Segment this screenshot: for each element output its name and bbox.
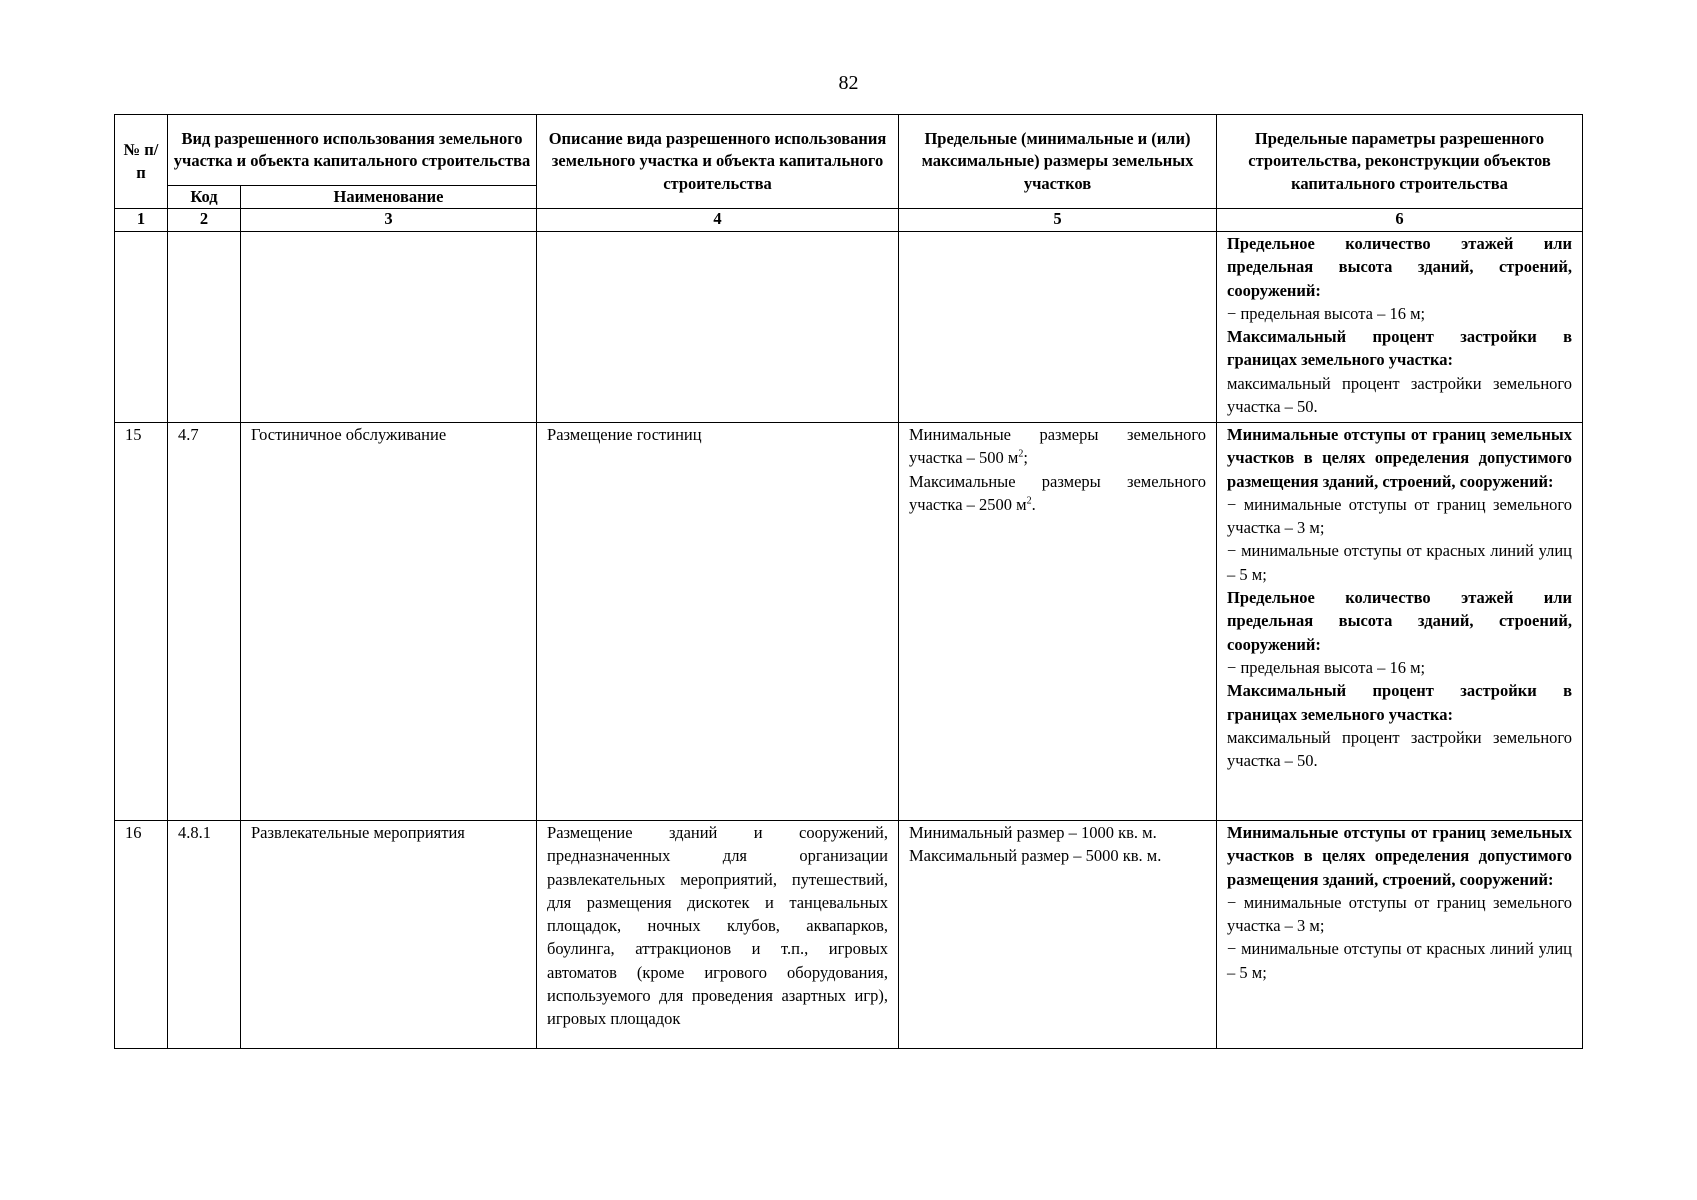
row-number: 16	[115, 821, 168, 1049]
row-code: 4.8.1	[168, 821, 241, 1049]
header-code: Код	[168, 186, 241, 209]
param-value: − минимальные отступы от границ земельного участка – 3 м;	[1227, 494, 1573, 538]
row-sizes	[899, 232, 1217, 423]
row-description: Размещение зданий и сооружений, предназначенных для организации развлекательных мероприятий, путешествий, для размещения дискотек и танцевальных площадок, ночных клубов, аквапарков, боулинга, аттракционов и т.п., игровых автоматов (кроме игрового оборудования, используемого для проведения азартных игр), игровых площадок	[537, 821, 899, 1049]
column-number: 1	[115, 209, 168, 232]
row-name: Развлекательные мероприятия	[241, 821, 537, 1049]
row-description: Размещение гостиниц	[537, 423, 899, 821]
param-value: − минимальные отступы от границ земельного участка – 3 м;	[1227, 892, 1573, 936]
param-heading: Минимальные отступы от границ земельных участков в целях определения допустимого размещения зданий, строений, сооружений:	[1227, 823, 1573, 889]
row-parameters	[1217, 821, 1583, 1049]
param-value: максимальный процент застройки земельного участка – 50.	[1227, 727, 1573, 771]
column-number: 6	[1217, 209, 1583, 232]
size-item: Максимальный размер – 5000 кв. м.	[909, 846, 1162, 866]
size-item: Минимальный размер – 1000 кв. м.	[909, 823, 1157, 842]
size-tail: ;	[1023, 448, 1028, 468]
size-sup: 2	[1018, 448, 1024, 460]
column-number: 5	[899, 209, 1217, 232]
row-description	[537, 232, 899, 423]
param-value: − предельная высота – 16 м;	[1227, 657, 1426, 677]
header-number: № п/п	[115, 115, 168, 209]
header-use-kind: Вид разрешенного использования земельного участка и объекта капитального строительства	[168, 115, 537, 186]
param-heading: Максимальный процент застройки в границах земельного участка:	[1227, 327, 1573, 370]
size-tail: .	[1031, 494, 1036, 514]
row-code: 4.7	[168, 423, 241, 821]
header-plot-sizes: Предельные (минимальные и (или) максимальные) размеры земельных участков	[899, 115, 1217, 209]
column-number: 2	[168, 209, 241, 232]
size-text: Минимальные размеры земельного участка – 500 м	[909, 425, 1207, 468]
row-code	[168, 232, 241, 423]
param-value: − минимальные отступы от красных линий улиц – 5 м;	[1227, 939, 1573, 982]
land-use-table	[114, 114, 1583, 1049]
row-sizes	[899, 423, 1217, 821]
row-name	[241, 232, 537, 423]
row-parameters	[1217, 232, 1583, 423]
row-parameters	[1217, 423, 1583, 821]
header-description: Описание вида разрешенного использования земельного участка и объекта капитального строительства	[537, 115, 899, 209]
row-sizes	[899, 821, 1217, 1049]
table-row	[115, 423, 1583, 821]
param-value: − предельная высота – 16 м;	[1227, 303, 1426, 323]
param-heading: Предельное количество этажей или предельная высота зданий, строений, сооружений:	[1227, 588, 1573, 654]
param-value: максимальный процент застройки земельного участка – 50.	[1227, 373, 1573, 417]
table-row	[115, 232, 1583, 423]
param-value: − минимальные отступы от красных линий улиц – 5 м;	[1227, 541, 1573, 584]
page-number: 82	[838, 72, 859, 94]
row-name: Гостиничное обслуживание	[241, 423, 537, 821]
size-item	[909, 470, 1206, 517]
column-number: 4	[537, 209, 899, 232]
table-row	[115, 821, 1583, 1049]
column-number: 3	[241, 209, 537, 232]
param-heading: Предельное количество этажей или предельная высота зданий, строений, сооружений:	[1227, 234, 1573, 300]
size-text: Максимальные размеры земельного участка – 2500 м	[909, 471, 1207, 514]
header-parameters: Предельные параметры разрешенного строительства, реконструкции объектов капитального строительства	[1217, 115, 1583, 209]
param-heading: Максимальный процент застройки в границах земельного участка:	[1227, 681, 1573, 724]
size-item	[909, 423, 1206, 470]
row-number	[115, 232, 168, 423]
header-name: Наименование	[241, 186, 537, 209]
param-heading: Минимальные отступы от границ земельных участков в целях определения допустимого размещения зданий, строений, сооружений:	[1227, 425, 1573, 491]
size-sup: 2	[1026, 495, 1032, 507]
row-number: 15	[115, 423, 168, 821]
